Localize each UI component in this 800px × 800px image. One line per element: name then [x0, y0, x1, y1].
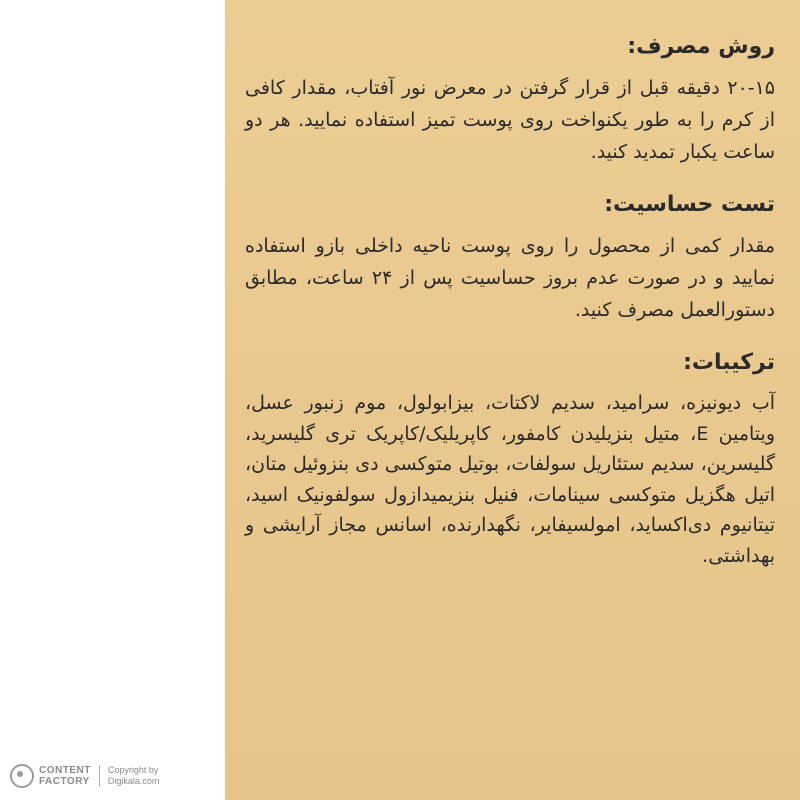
- usage-text: ۲۰-۱۵ دقیقه قبل از قرار گرفتن در معرض نور آفتاب، مقدار کافی از کرم را به طور یکنواخت روی پوست تمیز استفاده نمایید. هر دو ساعت یکبار تمدید کنید.: [245, 77, 775, 163]
- watermark-brand: [39, 765, 91, 787]
- watermark: [10, 764, 159, 788]
- usage-heading: روش مصرف:: [627, 34, 775, 59]
- watermark-brand-line2: FACTORY: [39, 776, 90, 787]
- watermark-copyright-line1: Copyright by: [107, 765, 159, 775]
- watermark-divider: [99, 765, 100, 787]
- watermark-brand-line1: CONTENT: [39, 765, 91, 776]
- content-factory-logo-icon: [10, 764, 34, 788]
- ingredients-text: آب دیونیزه، سرامید، سدیم لاکتات، بیزابولول، موم زنبور عسل، ویتامین E، متیل بنزیلیدن کامفور، کاپریلیک/کاپریک تری گلیسرید، گلیسرین، سدیم ستئاریل سولفات، بوتیل متوکسی دی بنزوئیل متان، اتیل هگزیل متوکسی سینامات، فنیل بنزیمیدازول سولفونیک اسید، تیتانیوم دی‌اکساید، امولسیفایر، نگهدارنده، اسانس مجاز آرایشی و بهداشتی.: [245, 392, 776, 567]
- watermark-copyright: [108, 765, 160, 787]
- product-label-text: [245, 18, 775, 593]
- sensitivity-test-heading: تست حساسیت:: [604, 192, 775, 217]
- sensitivity-test-section: [245, 190, 775, 326]
- ingredients-heading: ترکیبات:: [683, 350, 775, 375]
- watermark-copyright-line2: Digikala.com: [107, 776, 160, 786]
- usage-section: [245, 32, 775, 168]
- ingredients-section: [245, 348, 775, 571]
- sensitivity-test-text: مقدار کمی از محصول را روی پوست ناحیه داخلی بازو استفاده نمایید و در صورت عدم بروز حساسیت پس از ۲۴ ساعت، مطابق دستورالعمل مصرف کنید.: [245, 235, 775, 321]
